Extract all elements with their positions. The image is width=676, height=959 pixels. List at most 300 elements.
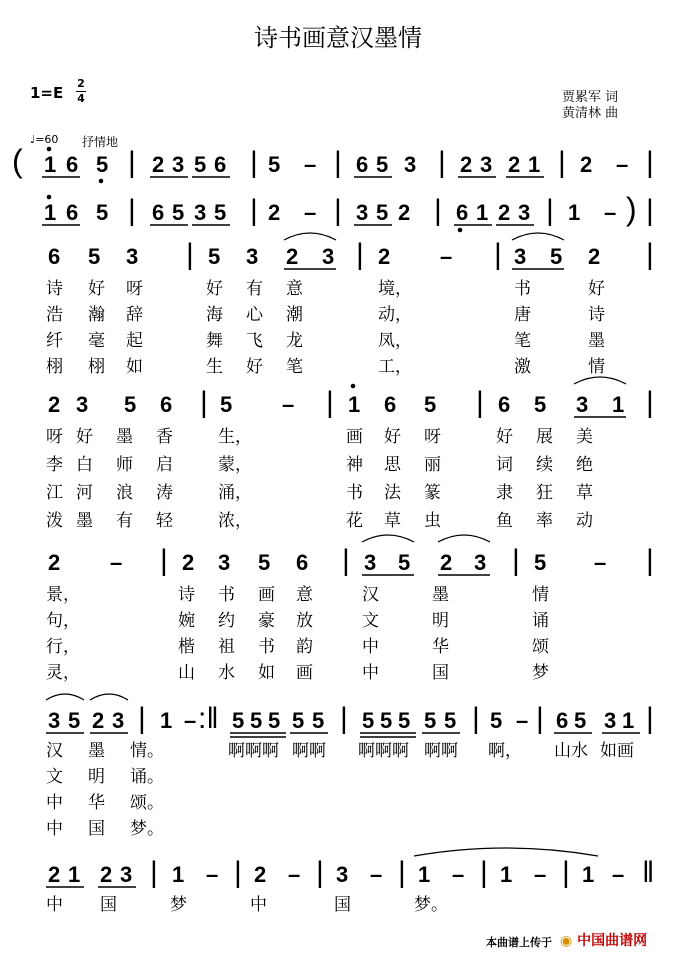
note: 2 — [588, 244, 601, 269]
note: 3 — [514, 244, 527, 269]
note: 2 — [286, 244, 299, 269]
note: – — [516, 708, 529, 733]
lyricist-credit: 贾累军 词 — [562, 90, 619, 105]
note: 2 — [48, 862, 61, 887]
lyric-word: 诵 — [532, 611, 549, 631]
logo-text: 中国曲谱网 — [577, 933, 648, 949]
lyric-word: 明 — [432, 611, 449, 631]
note: 1 — [568, 200, 581, 225]
note: 5 — [96, 152, 109, 177]
lyric-word: 龙 — [286, 331, 303, 351]
lyric-word: 蒙， — [218, 455, 252, 475]
note: 5 — [398, 550, 411, 575]
bar-line: | — [494, 238, 502, 271]
lyric-word: 启 — [156, 455, 173, 475]
note: 3 — [126, 244, 139, 269]
key-signature: 1=E — [30, 84, 64, 102]
bar-line: | — [558, 146, 566, 179]
lyric-word: 汉 — [362, 585, 379, 605]
bar-line: | — [316, 856, 324, 889]
note: 6 — [456, 200, 469, 225]
lyric-word: 画 — [258, 585, 275, 605]
note: 6 — [556, 708, 569, 733]
bar-line: | — [250, 146, 258, 179]
lyric-word: 颂 — [532, 637, 549, 657]
slur — [438, 535, 490, 542]
lyric-word: 浩 — [46, 305, 63, 325]
lyric-word: 国 — [432, 663, 449, 683]
bracket: ) — [626, 191, 637, 227]
lyric-word: 白 — [76, 455, 93, 475]
bar-line: | — [138, 702, 146, 735]
note: 5 — [380, 708, 393, 733]
time-signature-top: 2 — [77, 77, 85, 90]
lyric-word: 美 — [576, 427, 593, 447]
lyric-word: 山 — [178, 663, 195, 683]
note: 3 — [404, 152, 417, 177]
lyric-word: 涌， — [218, 483, 252, 503]
lyric-word: 画 — [296, 663, 313, 683]
low-dot — [458, 228, 463, 233]
lyric-word: 隶 — [496, 483, 513, 503]
lyric-word: 诗 — [46, 279, 63, 299]
bar-line: | — [326, 386, 334, 419]
note: – — [612, 862, 625, 887]
lyric-word: 情 — [532, 585, 549, 605]
lyric-word: 水 — [218, 663, 235, 683]
lyric-word: 书 — [514, 279, 531, 299]
note: 5 — [214, 200, 227, 225]
note: – — [304, 152, 317, 177]
low-dot — [99, 179, 104, 184]
lyric-word: 潮 — [286, 305, 303, 325]
lyric-word: 约 — [218, 611, 235, 631]
note: 5 — [444, 708, 457, 733]
note: 5 — [424, 708, 437, 733]
note: 5 — [312, 708, 325, 733]
lyric-word: 纤 — [46, 331, 63, 351]
lyric-word: 国 — [100, 895, 117, 915]
lyric-word: 有 — [246, 279, 263, 299]
lyric-word: 神 — [346, 455, 363, 475]
note: – — [184, 708, 197, 733]
bar-line: | — [128, 194, 136, 227]
bracket: ( — [12, 143, 23, 179]
note: 1 — [418, 862, 431, 887]
lyric-word: 如 — [126, 357, 143, 377]
note: 5 — [574, 708, 587, 733]
note: 1 — [500, 862, 513, 887]
note: 5 — [398, 708, 411, 733]
note: 2 — [580, 152, 593, 177]
lyric-word: 率 — [536, 511, 553, 531]
lyric-word: 浓， — [218, 511, 252, 531]
lyric-word: 花 — [346, 511, 363, 531]
note: 3 — [474, 550, 487, 575]
note: 3 — [480, 152, 493, 177]
lyric-word: 丽 — [424, 455, 441, 475]
note: 5 — [362, 708, 375, 733]
note: – — [452, 862, 465, 887]
note: 6 — [214, 152, 227, 177]
note: 6 — [152, 200, 165, 225]
lyric-word: 好 — [496, 427, 513, 447]
lyric-word: 栩 — [46, 357, 63, 377]
note: 6 — [66, 152, 79, 177]
bar-line: | — [472, 702, 480, 735]
note: – — [594, 550, 607, 575]
note: 5 — [124, 392, 137, 417]
lyric-word: 续 — [536, 455, 553, 475]
lyric-word: 草 — [576, 483, 593, 503]
lyric-word: 笔 — [286, 357, 303, 377]
lyric-word: 好 — [384, 427, 401, 447]
note: – — [110, 550, 123, 575]
lyric-word: 舞 — [206, 331, 223, 351]
lyric-word: 梦 — [532, 663, 549, 683]
lyric-word: 中 — [46, 819, 63, 839]
note: – — [616, 152, 629, 177]
lyric-word: 国 — [334, 895, 351, 915]
bar-line: | — [480, 856, 488, 889]
footer-note: 本曲谱上传于 — [486, 936, 552, 949]
bar-line: | — [536, 702, 544, 735]
lyric-word: 如画 — [600, 741, 634, 761]
note: 3 — [48, 708, 61, 733]
lyric-word: 中 — [362, 663, 379, 683]
expression-marking: 抒情地 — [82, 135, 119, 149]
lyric-word: 行， — [46, 637, 80, 657]
bar-line: | — [160, 544, 168, 577]
lyric-word: 境， — [378, 279, 412, 299]
lyric-word: 中 — [46, 895, 63, 915]
lyric-word: 梦。 — [130, 819, 164, 839]
note: 5 — [172, 200, 185, 225]
lyric-word: 涛 — [156, 483, 173, 503]
lyric-word: 情。 — [130, 741, 164, 761]
note: 2 — [152, 152, 165, 177]
lyric-word: 鱼 — [496, 511, 513, 531]
lyric-word: 中 — [250, 895, 267, 915]
lyric-word: 国 — [88, 819, 105, 839]
note: 3 — [246, 244, 259, 269]
note: 5 — [550, 244, 563, 269]
lyric-word: 栩 — [88, 357, 105, 377]
note: – — [370, 862, 383, 887]
note: 3 — [364, 550, 377, 575]
note: 5 — [68, 708, 81, 733]
lyric-word: 好 — [76, 427, 93, 447]
note: 5 — [490, 708, 503, 733]
lyric-word: 唐 — [514, 305, 531, 325]
note: – — [304, 200, 317, 225]
note: 3 — [336, 862, 349, 887]
lyric-word: 墨 — [116, 427, 133, 447]
bar-line: | — [342, 544, 350, 577]
high-dot — [47, 147, 52, 152]
lyric-word: 放 — [296, 611, 313, 631]
lyric-word: 墨 — [432, 585, 449, 605]
note: 5 — [268, 152, 281, 177]
note: 1 — [622, 708, 635, 733]
lyric-word: 绝 — [576, 455, 593, 475]
note: 3 — [120, 862, 133, 887]
slur — [574, 377, 626, 384]
bar-line: | — [340, 702, 348, 735]
lyric-word: 浪 — [116, 483, 133, 503]
note: 5 — [208, 244, 221, 269]
note: 1 — [160, 708, 173, 733]
bar-line: | — [334, 146, 342, 179]
site-logo — [560, 930, 647, 950]
lyric-word: 景， — [46, 585, 80, 605]
lyric-word: 海 — [206, 305, 223, 325]
lyric-word: 祖 — [218, 637, 235, 657]
note: 3 — [112, 708, 125, 733]
note: 6 — [384, 392, 397, 417]
note: 1 — [44, 200, 57, 225]
note: 3 — [322, 244, 335, 269]
lyric-word: 诗 — [588, 305, 605, 325]
lyric-word: 啊啊啊 — [228, 741, 279, 761]
lyric-word: 思 — [384, 455, 401, 475]
bar-line: | — [438, 146, 446, 179]
lyric-word: 李 — [46, 455, 63, 475]
lyric-word: 墨 — [76, 511, 93, 531]
bar-line: | — [234, 856, 242, 889]
lyric-word: 啊， — [488, 741, 522, 761]
composer-credit: 黄清林 曲 — [562, 106, 619, 121]
note: 1 — [476, 200, 489, 225]
lyric-word: 灵， — [46, 663, 80, 683]
note: 2 — [378, 244, 391, 269]
lyric-word: 墨 — [88, 741, 105, 761]
slur — [90, 694, 128, 700]
note: 3 — [172, 152, 185, 177]
note: – — [282, 392, 295, 417]
lyric-word: 意 — [286, 279, 303, 299]
lyric-word: 中 — [46, 793, 63, 813]
lyric-word: 韵 — [296, 637, 313, 657]
note: 1 — [528, 152, 541, 177]
lyric-word: 香 — [156, 427, 173, 447]
high-dot — [351, 384, 356, 389]
note: 5 — [376, 200, 389, 225]
slur — [284, 233, 336, 240]
lyric-word: 草 — [384, 511, 401, 531]
note: 3 — [356, 200, 369, 225]
note: 2 — [254, 862, 267, 887]
bar-line: :‖ — [198, 702, 219, 735]
note: – — [206, 862, 219, 887]
lyric-word: 好 — [206, 279, 223, 299]
lyric-word: 激 — [514, 357, 531, 377]
lyric-word: 飞 — [246, 331, 263, 351]
bar-line: | — [150, 856, 158, 889]
slur — [512, 233, 564, 240]
lyric-word: 泼 — [46, 511, 63, 531]
lyric-word: 颂。 — [130, 793, 164, 813]
logo-mark-icon: ◉ — [560, 933, 573, 949]
note: 1 — [68, 862, 81, 887]
lyric-word: 好 — [88, 279, 105, 299]
lyric-word: 凤， — [378, 331, 412, 351]
bar-line: | — [334, 194, 342, 227]
lyric-word: 如 — [258, 663, 275, 683]
note: 2 — [398, 200, 411, 225]
slur — [46, 694, 84, 700]
note: 2 — [182, 550, 195, 575]
note: 6 — [48, 244, 61, 269]
lyric-word: 墨 — [588, 331, 605, 351]
lyric-word: 山水 — [554, 741, 588, 761]
note: 5 — [194, 152, 207, 177]
note: 1 — [582, 862, 595, 887]
note: 1 — [172, 862, 185, 887]
lyric-word: 起 — [126, 331, 143, 351]
note: 5 — [220, 392, 233, 417]
lyric-word: 楷 — [178, 637, 195, 657]
note: 5 — [376, 152, 389, 177]
note: 1 — [348, 392, 361, 417]
lyric-word: 书 — [346, 483, 363, 503]
bar-line: | — [186, 238, 194, 271]
lyric-word: 辞 — [126, 305, 143, 325]
note: 3 — [194, 200, 207, 225]
bar-line: | — [250, 194, 258, 227]
lyric-word: 书 — [258, 637, 275, 657]
lyric-word: 篆 — [424, 483, 441, 503]
lyric-word: 诵。 — [130, 767, 164, 787]
lyric-word: 意 — [296, 585, 313, 605]
lyric-word: 毫 — [88, 331, 105, 351]
bar-line: | — [356, 238, 364, 271]
lyric-word: 文 — [362, 611, 379, 631]
lyric-word: 婉 — [178, 611, 195, 631]
lyric-word: 生， — [218, 427, 252, 447]
lyric-word: 中 — [362, 637, 379, 657]
note: 2 — [100, 862, 113, 887]
lyric-word: 师 — [116, 455, 133, 475]
note: 2 — [508, 152, 521, 177]
bar-line: | — [200, 386, 208, 419]
lyric-word: 句， — [46, 611, 80, 631]
slur — [362, 535, 414, 542]
page-title: 诗书画意汉墨情 — [254, 24, 422, 52]
high-dot — [47, 195, 52, 200]
note: – — [288, 862, 301, 887]
lyric-word: 诗 — [178, 585, 195, 605]
lyric-word: 文 — [46, 767, 63, 787]
note: 2 — [92, 708, 105, 733]
bar-line: | — [128, 146, 136, 179]
note: 6 — [498, 392, 511, 417]
lyric-word: 河 — [76, 483, 93, 503]
lyric-word: 狂 — [536, 483, 553, 503]
lyric-word: 江 — [46, 483, 63, 503]
lyric-word: 工， — [378, 357, 412, 377]
lyric-word: 汉 — [46, 741, 63, 761]
note: 6 — [356, 152, 369, 177]
note: 6 — [296, 550, 309, 575]
lyric-word: 华 — [88, 793, 105, 813]
bar-line: ‖ — [642, 856, 655, 889]
lyric-word: 啊啊 — [292, 741, 326, 761]
note: 3 — [518, 200, 531, 225]
note: 5 — [292, 708, 305, 733]
note: 1 — [612, 392, 625, 417]
note: 3 — [576, 392, 589, 417]
note: – — [440, 244, 453, 269]
note: 2 — [498, 200, 511, 225]
lyric-word: 虫 — [424, 511, 441, 531]
lyric-word: 好 — [588, 279, 605, 299]
bar-line: | — [546, 194, 554, 227]
lyric-word: 动， — [378, 305, 412, 325]
lyric-word: 心 — [246, 305, 263, 325]
lyric-word: 明 — [88, 767, 105, 787]
bar-line: | — [398, 856, 406, 889]
bar-line: | — [476, 386, 484, 419]
lyric-word: 呀 — [46, 427, 63, 447]
note: 5 — [88, 244, 101, 269]
lyric-word: 啊啊啊 — [358, 741, 409, 761]
note: 5 — [268, 708, 281, 733]
note: 6 — [160, 392, 173, 417]
note: – — [534, 862, 547, 887]
bar-line: | — [512, 544, 520, 577]
bar-line: | — [646, 146, 654, 179]
lyric-word: 有 — [116, 511, 133, 531]
note: 6 — [66, 200, 79, 225]
note: 5 — [258, 550, 271, 575]
lyric-word: 华 — [432, 637, 449, 657]
bar-line: | — [562, 856, 570, 889]
note: 5 — [534, 392, 547, 417]
lyric-word: 情 — [588, 357, 605, 377]
lyric-word: 啊啊 — [424, 741, 458, 761]
lyric-word: 呀 — [424, 427, 441, 447]
note: 2 — [268, 200, 281, 225]
lyric-word: 瀚 — [88, 305, 105, 325]
lyric-word: 展 — [536, 427, 553, 447]
note: 2 — [440, 550, 453, 575]
lyric-word: 好 — [246, 357, 263, 377]
note: 5 — [96, 200, 109, 225]
note: 5 — [424, 392, 437, 417]
note: 5 — [232, 708, 245, 733]
note: 2 — [48, 392, 61, 417]
slur — [414, 848, 598, 856]
lyric-word: 动 — [576, 511, 593, 531]
note: 3 — [218, 550, 231, 575]
lyric-word: 笔 — [514, 331, 531, 351]
note: 5 — [534, 550, 547, 575]
note: 1 — [44, 152, 57, 177]
bar-line: | — [646, 238, 654, 271]
lyric-word: 梦 — [170, 895, 187, 915]
bar-line: | — [646, 702, 654, 735]
time-signature-bottom: 4 — [77, 92, 85, 105]
lyric-word: 豪 — [258, 611, 275, 631]
lyric-word: 画 — [346, 427, 363, 447]
lyric-word: 生 — [206, 357, 223, 377]
note: 3 — [604, 708, 617, 733]
bar-line: | — [646, 544, 654, 577]
lyric-word: 轻 — [156, 511, 173, 531]
bar-line: | — [434, 194, 442, 227]
note: 2 — [48, 550, 61, 575]
